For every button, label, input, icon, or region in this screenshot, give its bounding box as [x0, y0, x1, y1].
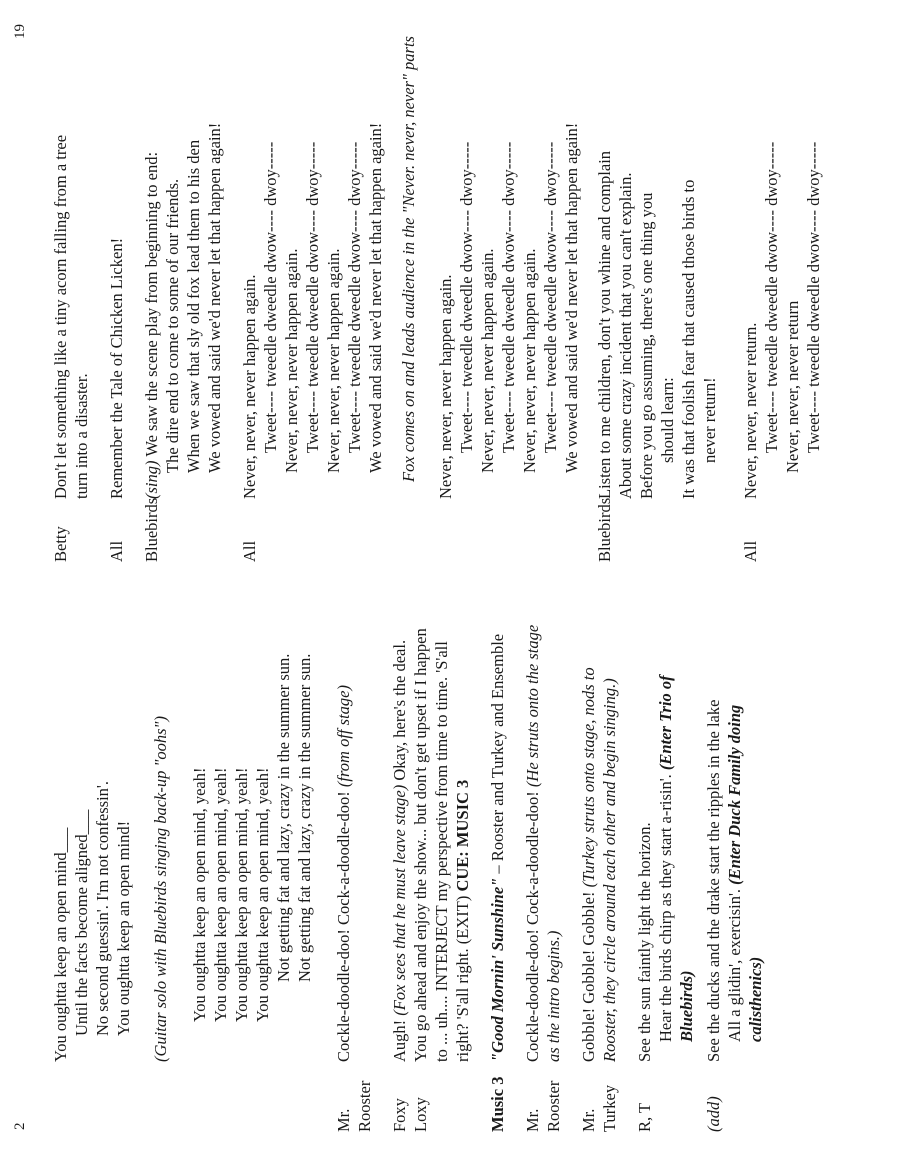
song-title: "Good Mornin' Sunshine" — [488, 877, 507, 1062]
lyric-line: You oughtta keep an open mind! — [114, 820, 133, 1036]
lyric-line: Tweet---- tweedle dweedle dwow---- dwoy----- — [345, 141, 364, 453]
left-page — [50, 624, 780, 1144]
lyric-line: Never, never, never return — [783, 300, 802, 473]
lyric-line: Never, never, never happen again. — [436, 274, 455, 499]
song-performers: – Rooster and Turkey and Ensemble — [488, 633, 507, 874]
music-cue: CUE: MUSIC 3 — [453, 779, 472, 892]
lyric-line: You oughtta keep an open mind___ — [51, 827, 70, 1062]
lyric-line: You oughtta keep an open mind, yeah! — [211, 767, 230, 1022]
lyric-line: Tweet---- tweedle dweedle dwow---- dwoy----- — [762, 141, 781, 453]
lyric-line: Not getting fat and lazy, crazy in the summer sun. — [274, 653, 293, 982]
lyric-line: Until the facts become aligned___ — [72, 809, 91, 1036]
dialogue-text: Cockle-doodle-doo! Cock-a-doodle-doo! — [334, 791, 353, 1062]
all-line-1 — [106, 14, 127, 574]
dialogue-text: Gobble! Gobble! Gobble! — [579, 891, 598, 1062]
music-3-heading — [487, 624, 508, 1144]
rooster-line-2 — [522, 624, 564, 1144]
speaker-name: (add) — [704, 1096, 723, 1132]
speaker-name: Mr. Turkey — [579, 1084, 619, 1132]
right-page — [50, 14, 838, 574]
speaker-name: Foxy Loxy — [390, 1097, 430, 1132]
lyric-line: When we saw that sly old fox lead them to his den — [184, 139, 203, 473]
lyric-line: Not getting fat and lazy, crazy in the summer sun. — [295, 653, 314, 982]
lyric-line: About some crazy incident that you can't explain. — [616, 172, 635, 499]
lyric-line: Tweet---- tweedle dweedle dwow---- dwoy----- — [499, 141, 518, 453]
chorus-block — [435, 14, 582, 574]
lyric-line: Listen to me children, don't you whine and complain — [595, 150, 614, 499]
speaker-name: All — [741, 540, 760, 562]
foxy-loxy-line — [389, 624, 473, 1144]
lyric-line: All a glidin', exercisin'. — [725, 888, 744, 1042]
lyric-line: Hear the birds chirp as they start a-risin'. — [656, 774, 675, 1042]
lyric-line: See the sun faintly light the horizon. — [635, 822, 654, 1062]
stage-direction: (He struts onto the stage as the intro begins.) — [523, 624, 563, 1062]
speaker-name: Bluebirds — [142, 497, 161, 562]
betty-line — [50, 14, 92, 574]
rooster-line-1 — [333, 624, 375, 1144]
page-number-right: 19 — [12, 24, 28, 39]
lyric-line: We saw the scene play from beginning to end: — [142, 151, 161, 457]
stage-direction: (from off stage) — [334, 685, 353, 788]
stage-direction: (sing) — [142, 460, 161, 499]
stage-direction: Fox comes on and leads audience in the "Never. never, never" parts — [399, 36, 418, 482]
music-label: Music 3 — [488, 1076, 507, 1132]
all-chorus-1 — [239, 14, 386, 574]
lyric-line: You oughtta keep an open mind, yeah! — [190, 767, 209, 1022]
lyric-line: Tweet---- tweedle dweedle dwow---- dwoy----- — [303, 141, 322, 453]
lyric-line: See the ducks and the drake start the ripples in the lake — [704, 699, 723, 1062]
lyric-line: Tweet---- tweedle dweedle dwow---- dwoy----- — [804, 141, 823, 453]
speaker-name: Bluebirds — [595, 497, 614, 562]
stage-direction: (Enter Duck Family doing calisthenics) — [725, 704, 765, 1042]
lyrics-open-mind — [50, 624, 134, 1144]
lyric-line: Tweet---- tweedle dweedle dwow---- dwoy----- — [457, 141, 476, 453]
lyric-line: We vowed and said we'd never let that happen again! — [562, 122, 581, 473]
lyric-line: The dire end to come to some of our friends. — [163, 178, 182, 473]
lyric-line: You oughtta keep an open mind, yeah! — [253, 767, 272, 1022]
speaker-name: All — [240, 540, 259, 562]
dialogue-text: turn into a disaster. — [72, 373, 91, 499]
lyric-line: You oughtta keep an open mind, yeah! — [232, 767, 251, 1022]
lyric-line: Never, never, never return. — [741, 322, 760, 499]
lyric-line: Tweet---- tweedle dweedle dwow---- dwoy----- — [541, 141, 560, 453]
stage-direction: (Guitar solo with Bluebirds singing back-up "oohs") — [151, 716, 170, 1062]
speaker-name: Betty — [51, 526, 70, 562]
lyric-line: Never, never, never happen again. — [282, 248, 301, 473]
speaker-name: Mr. Rooster — [334, 1080, 374, 1132]
lyric-line: Never, never, never happen again. — [520, 248, 539, 473]
page-number-left: 2 — [12, 1122, 28, 1130]
dialogue-text: Cockle-doodle-doo! Cock-a-doodle-doo! — [523, 791, 542, 1062]
lyric-line: Never, never, never happen again. — [478, 248, 497, 473]
stage-direction: (Fox sees that he must leave stage) — [390, 784, 409, 1016]
lyric-line: Before you go assuming, there's one thing you — [637, 192, 656, 499]
lyric-line: Tweet---- tweedle dweedle dwow---- dwoy----- — [261, 141, 280, 453]
dialogue-text: Remember the Tale of Chicken Licken! — [107, 237, 126, 499]
stage-direction: (Turkey struts onto stage, nods to Rooster, they circle around each other and begin singing.) — [579, 667, 619, 1062]
bluebirds-verse-1 — [141, 14, 225, 574]
stage-direction: (Enter Trio of Bluebirds) — [656, 675, 696, 1042]
lyric-line: should learn: — [658, 377, 677, 463]
all-chorus-2 — [740, 14, 824, 574]
fox-audience-direction — [398, 14, 419, 574]
rt-lyrics — [634, 624, 697, 1144]
speaker-name: R, T — [635, 1102, 654, 1132]
bluebirds-verse-2 — [594, 14, 720, 574]
lyric-line: It was that foolish fear that caused those birds to — [679, 179, 698, 499]
lyric-line: No second guessin'. I'm not confessin'. — [93, 780, 112, 1036]
lyric-line: Never, never, never happen again. — [240, 274, 259, 499]
guitar-solo-direction — [150, 624, 171, 1144]
dialogue-text: Okay, here's the deal. You go ahead and enjoy the show... but don't get upset if I happen to ... uh.... INTERJECT my perspective from time to time. 'S'all right? 'S'all right. (EXIT) — [390, 628, 472, 1062]
lyric-line: never return! — [700, 377, 719, 463]
add-lyrics — [703, 624, 766, 1144]
turkey-line — [578, 624, 620, 1144]
dialogue-text: Don't let something like a tiny acorn falling from a tree — [51, 134, 70, 499]
lyric-line: Never, never, never happen again. — [324, 248, 343, 473]
lyric-line: We vowed and said we'd never let that happen again! — [205, 122, 224, 473]
speaker-name: All — [107, 540, 126, 562]
dialogue-exclaim: Augh! — [390, 1019, 409, 1062]
lyrics-chorus-yeah — [189, 624, 315, 1144]
speaker-name: Mr. Rooster — [523, 1080, 563, 1132]
lyric-line: We vowed and said we'd never let that happen again! — [366, 122, 385, 473]
